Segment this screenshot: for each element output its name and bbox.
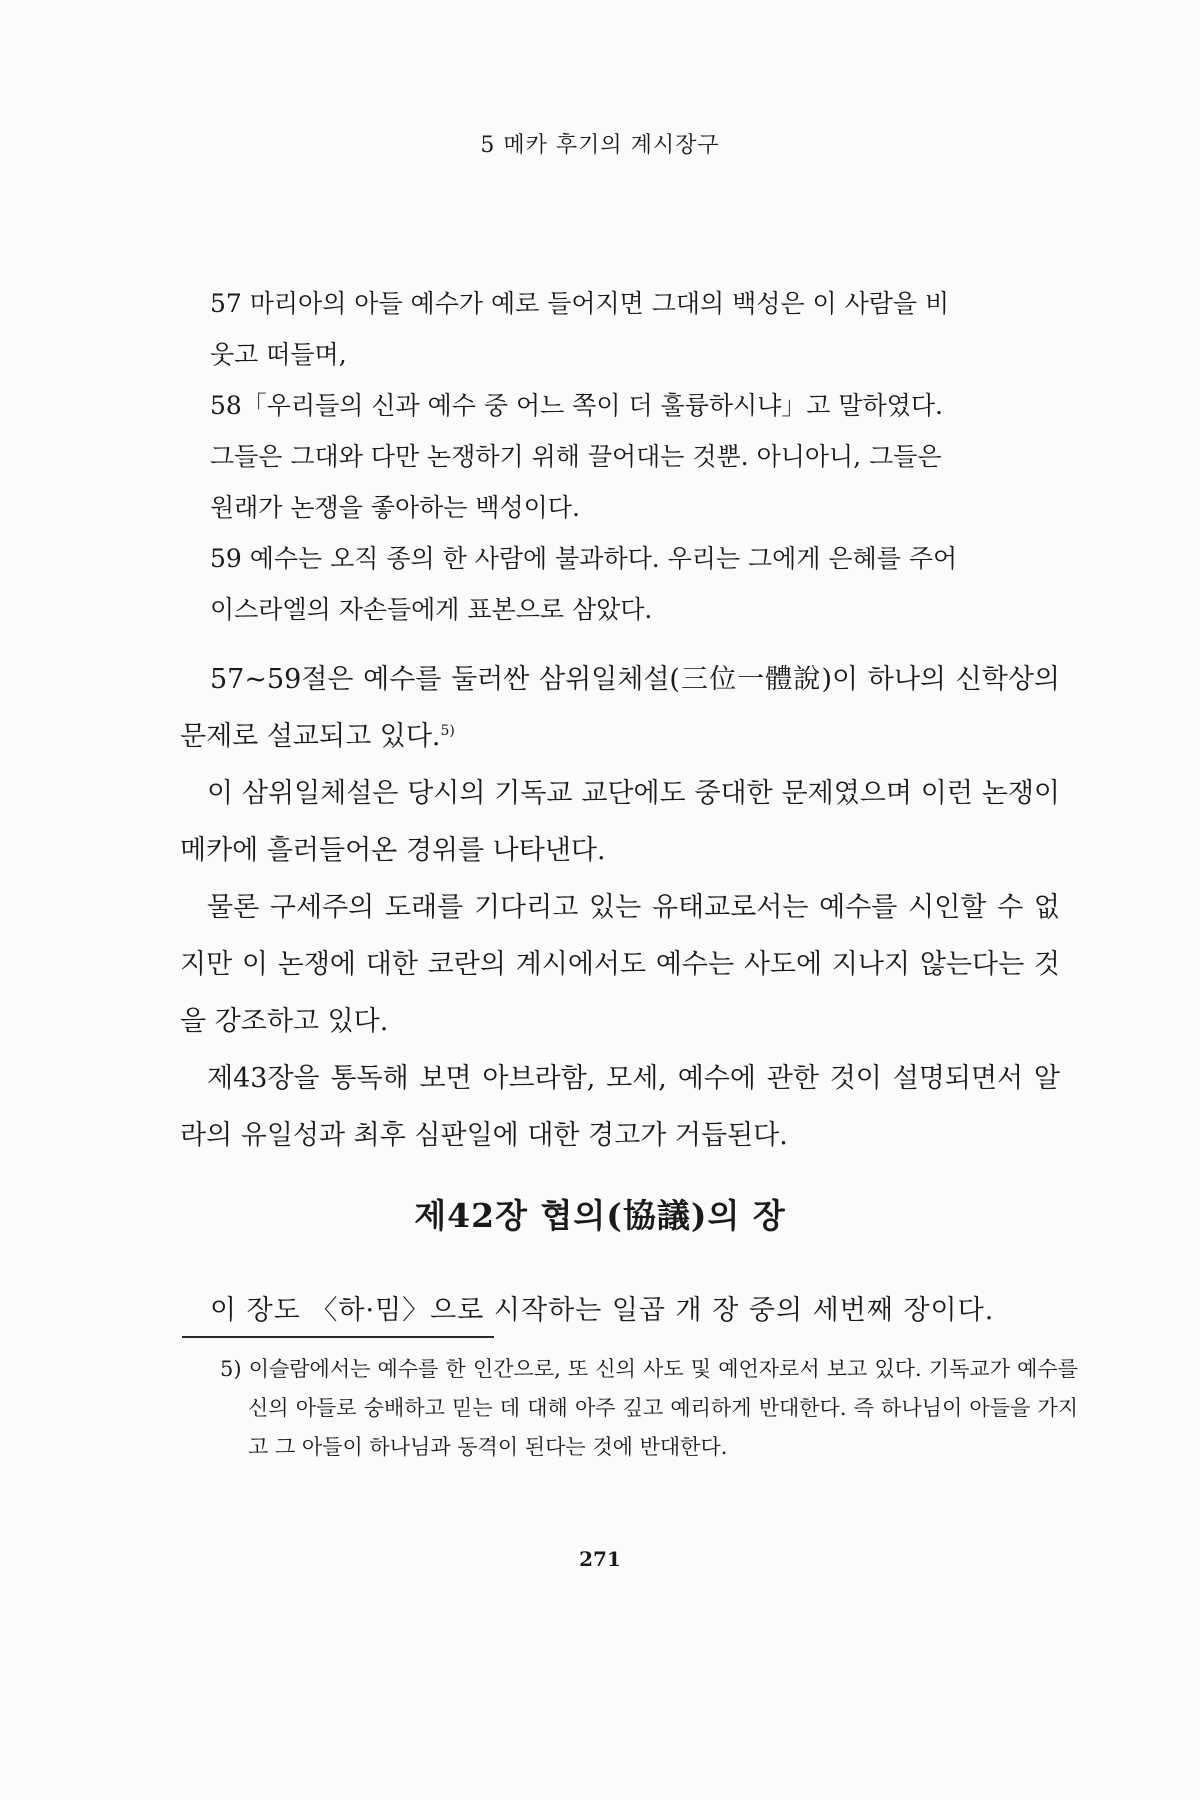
- commentary-paragraph-1-text: 57~59절은 예수를 둘러싼 삼위일체설(三位一體說)이 하나의 신학상의 문제로 설교되고 있다.: [180, 664, 1060, 752]
- commentary-paragraph-2: 이 삼위일체설은 당시의 기독교 교단에도 중대한 문제였으며 이런 논쟁이 메카에 흘러들어온 경위를 나타낸다.: [180, 778, 1060, 866]
- footnote: 5) 이슬람에서는 예수를 한 인간으로, 또 신의 사도 및 예언자로서 보고 있다. 기독교가 예수를 신의 아들로 숭배하고 믿는 데 대해 아주 깊고 예리하게 반대한다. 즉 하나님이 아들을 가지고 그 아들이 하나님과 동격이 된다는 것에 반대한다.: [220, 1357, 1078, 1459]
- verse-58-line3: 원래가 논쟁을 좋아하는 백성이다.: [210, 493, 580, 522]
- verse-58-line2: 그들은 그대와 다만 논쟁하기 위해 끌어대는 것뿐. 아니아니, 그들은: [210, 442, 942, 471]
- verse-59-line2: 이스라엘의 자손들에게 표본으로 삼았다.: [210, 595, 653, 624]
- running-header: 5 메카 후기의 계시장구: [480, 133, 720, 158]
- verse-58-line1: 58「우리들의 신과 예수 중 어느 쪽이 더 훌륭하시냐」고 말하였다.: [210, 391, 943, 420]
- footnote-divider: [182, 1336, 494, 1338]
- commentary-paragraph-4: 제43장을 통독해 보면 아브라함, 모세, 예수에 관한 것이 설명되면서 알라의 유일성과 최후 심판일에 대한 경고가 거듭된다.: [180, 1063, 1060, 1151]
- commentary-block: [180, 651, 1060, 1164]
- verse-59-line1: 59 예수는 오직 종의 한 사람에 불과하다. 우리는 그에게 은혜를 주어: [210, 544, 958, 573]
- commentary-paragraph-1: [180, 651, 1060, 765]
- verse-57-line1: 57 마리아의 아들 예수가 예로 들어지면 그대의 백성은 이 사람을 비: [210, 289, 950, 318]
- verse-block: [210, 278, 1030, 635]
- footnote-reference: 5): [440, 723, 455, 739]
- page-number: 271: [579, 1547, 621, 1571]
- chapter-intro: 이 장도 〈하·밈〉으로 시작하는 일곱 개 장 중의 세번째 장이다.: [210, 1295, 995, 1326]
- chapter-title: 제42장 협의(協議)의 장: [414, 1196, 786, 1235]
- verse-57-line2: 웃고 떠들며,: [210, 340, 347, 369]
- commentary-paragraph-3: 물론 구세주의 도래를 기다리고 있는 유태교로서는 예수를 시인할 수 없지만 이 논쟁에 대한 코란의 계시에서도 예수는 사도에 지나지 않는다는 것을 강조하고 있다.: [180, 892, 1060, 1037]
